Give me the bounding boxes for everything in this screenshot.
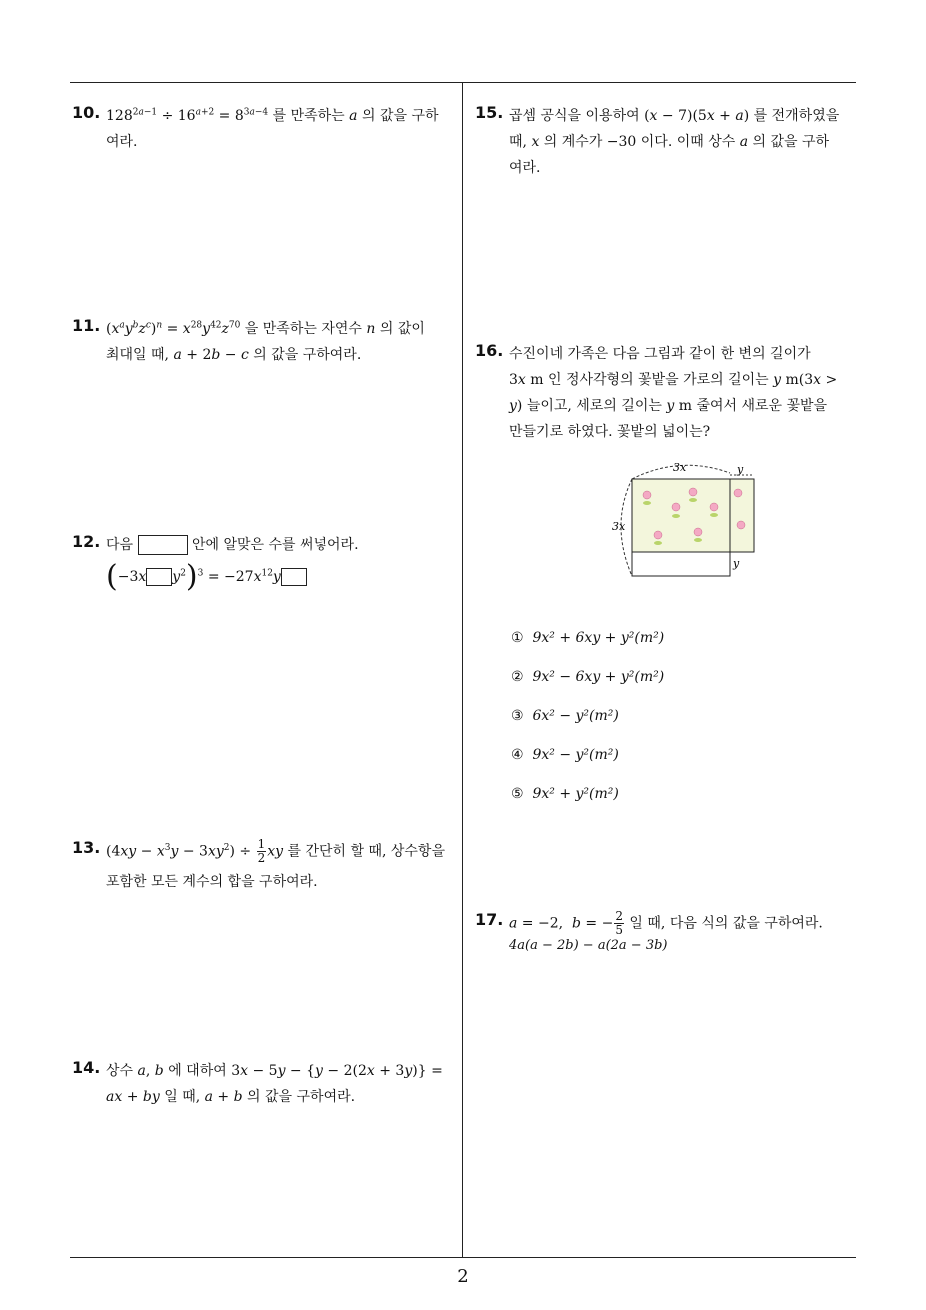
choice-1[interactable]: ① 9x² + 6xy + y²(m²) (511, 630, 665, 646)
question-text: 수진이네 가족은 다음 그림과 같이 한 변의 길이가 3x m 인 정사각형의 꽃밭을 가로의 길이는 y m(3x > y) 늘이고, 세로의 길이는 y m 줄여서 새로운 꽃밭을 만들기로 하였다. 꽃밭의 넓이는? (509, 346, 838, 440)
question-number: 17. (475, 910, 504, 929)
choice-5[interactable]: ⑤ 9x² + y²(m²) (511, 786, 619, 802)
question-number: 14. (72, 1058, 101, 1077)
removed-strip (632, 552, 730, 576)
question-number: 10. (72, 103, 101, 122)
right-top-label: y (737, 463, 744, 476)
blank-box[interactable] (146, 568, 172, 586)
top-rule (70, 82, 856, 83)
question-number: 11. (72, 316, 101, 335)
leaf-icon (654, 541, 662, 545)
leaf-icon (689, 498, 697, 502)
leaf-icon (643, 501, 651, 505)
added-strip (730, 479, 754, 552)
flower-icon (694, 528, 702, 536)
question-number: 13. (72, 838, 101, 857)
question-text: a = −2, b = − $\frac{2}{5}$ 일 때, 다음 식의 값을 구하여라. 4a(a − 2b) − a(2a − 3b) (509, 909, 823, 953)
question-text: 다음 안에 알맞은 수를 써넣어라. (−3x $y^2)^3 = -27x^{12}y$ (106, 537, 359, 594)
column-divider (462, 82, 463, 1257)
choice-2[interactable]: ② 9x² − 6xy + y²(m²) (511, 669, 665, 685)
question-text: 상수 a, b 에 대하여 3x − 5y − {y − 2(2x + 3y)} = ax + by 일 때, a + b 의 값을 구하여라. (106, 1063, 443, 1105)
question-text: $(4xy - x^3y - 3xy^2)$ ÷ $\frac{1}{2}$ xy 를 간단히 할 때, 상수항을 포함한 모든 계수의 합을 구하여라. (106, 837, 445, 890)
flower-icon (689, 488, 697, 496)
page-number: 2 (457, 1266, 469, 1287)
choice-4[interactable]: ④ 9x² − y²(m²) (511, 747, 619, 763)
leaf-icon (710, 513, 718, 517)
answer-box[interactable] (138, 535, 188, 555)
flower-icon (672, 503, 680, 511)
leaf-icon (694, 538, 702, 542)
question-number: 15. (475, 103, 504, 122)
leaf-icon (672, 514, 680, 518)
question-text: $(x^ay^bz^c)^n = x^{28}y^{42}z^{70}$ 을 만족하는 자연수 n 의 값이 최대일 때, a + 2b − c 의 값을 구하여라. (106, 320, 425, 363)
top-label: 3x (673, 461, 687, 474)
flower-icon (654, 531, 662, 539)
question-text: 곱셈 공식을 이용하여 (x − 7)(5x + a) 를 전개하였을 때, x 의 계수가 −30 이다. 이때 상수 a 의 값을 구하 여라. (509, 108, 840, 176)
question-number: 16. (475, 341, 504, 360)
question-text: $128^{2a-1} \div 16^{a+2} = 8^{3a-4}$ 를 만족하는 a 의 값을 구하 여라. (106, 107, 439, 150)
flower-icon (734, 489, 742, 497)
flowerbed-figure (600, 455, 770, 585)
right-bottom-label: y (733, 557, 740, 570)
flower-icon (643, 491, 651, 499)
blank-box[interactable] (281, 568, 307, 586)
question-number: 12. (72, 532, 101, 551)
flower-icon (710, 503, 718, 511)
bottom-rule (70, 1257, 856, 1258)
side-label: 3x (612, 520, 626, 533)
flower-icon (737, 521, 745, 529)
answer-choices (511, 630, 811, 810)
choice-3[interactable]: ③ 6x² − y²(m²) (511, 708, 619, 724)
